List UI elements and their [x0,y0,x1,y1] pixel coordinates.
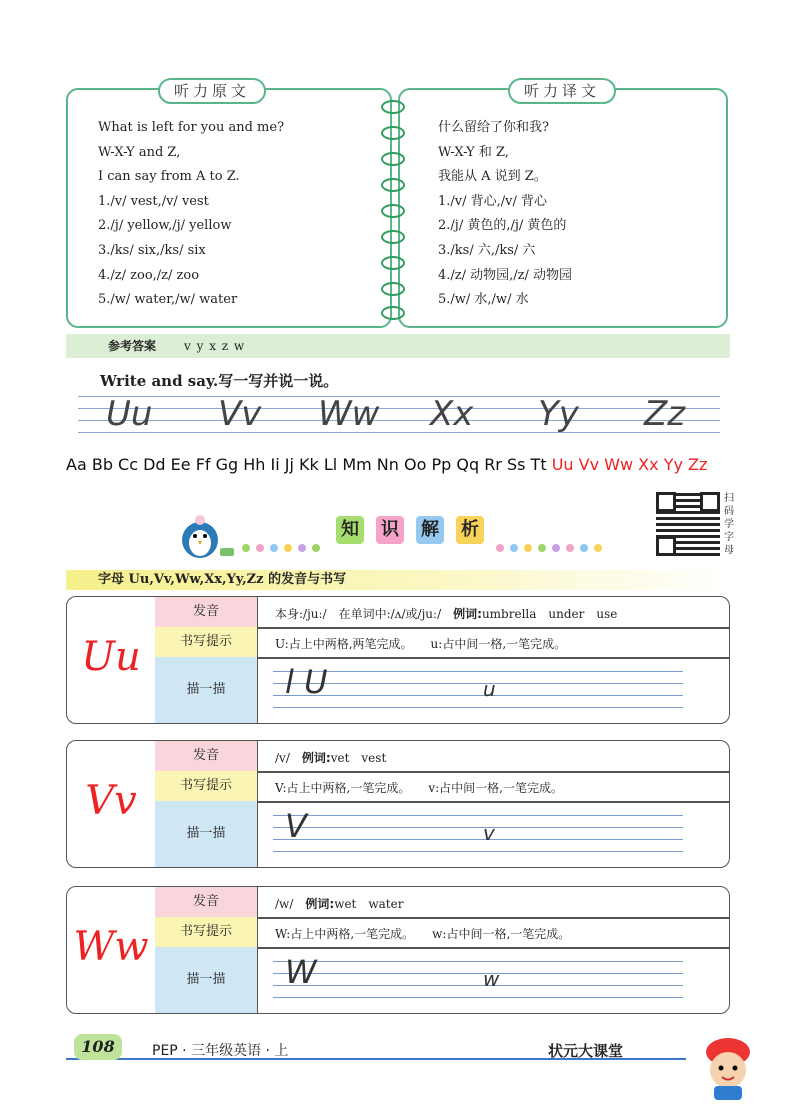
original-line: What is left for you and me? [98,120,285,135]
row-label-tip: 书写提示 [155,917,258,948]
copybook-letter: Vv [218,394,262,434]
translation-line: 2./j/ 黄色的,/j/ 黄色的 [438,218,567,234]
letter-table-w [66,886,730,1014]
alphabet-black: Aa Bb Cc Dd Ee Ff Gg Hh Ii Jj Kk Ll Mm Nn Oo Pp Qq Rr Ss Tt [66,455,547,474]
answer-values: v y x z w [184,339,246,353]
alphabet-red: Ww [604,455,634,474]
sound-text: /w/ [275,897,294,911]
tip-text: W:占上中两格,一笔完成。 w:占中间一格,一笔完成。 [275,927,571,941]
book-title: PEP · 三年级英语 · 上 [152,1043,289,1059]
trace-lower: w [483,967,500,991]
sound-text: 本身:/juː/ 在单词中:/ʌ/或/juː/ [275,607,442,621]
big-letter: Vv [67,741,156,867]
copybook-letter: Zz [644,394,686,434]
tip-text: V:占上中两格,一笔完成。 v:占中间一格,一笔完成。 [275,781,563,795]
page-number: 108 [74,1034,122,1060]
penguin-mascot-icon [176,510,236,560]
trace-lower: v [483,821,495,845]
notebook-spiral-icon [381,100,403,320]
knowledge-banner [176,510,616,560]
example-words: vet vest [330,751,387,765]
row-label-sound: 发音 [155,887,258,918]
original-line: I can say from A to Z. [98,169,240,185]
section-title: 字母 Uu,Vv,Ww,Xx,Yy,Zz 的发音与书写 [66,570,730,590]
alphabet-red: Xx [638,455,659,474]
row-label-tip: 书写提示 [155,627,258,658]
copybook-letter: Ww [318,394,380,434]
letter-table-v [66,740,730,868]
translation-lines [438,116,572,313]
row-label-trace: 描一描 [155,947,258,1013]
knowledge-char: 解 [416,516,444,544]
brand-name: 状元大课堂 [548,1042,624,1060]
answer-label: 参考答案 [108,339,157,353]
alphabet-line [66,452,746,478]
write-say-title: Write and say. [100,372,219,390]
example-words: wet water [334,897,404,911]
original-line: 2./j/ yellow,/j/ yellow [98,218,232,234]
alphabet-red: Vv [578,455,600,474]
sound-row [275,749,386,766]
translation-line: 4./z/ 动物园,/z/ 动物园 [438,267,573,283]
letter-table-u [66,596,730,724]
row-label-sound: 发音 [155,741,258,772]
knowledge-char: 知 [336,516,364,544]
copybook-letter: Yy [538,394,579,434]
knowledge-char: 析 [456,516,484,544]
sound-text: /v/ [275,751,290,765]
copybook-lines [78,396,720,442]
trace-lower: u [483,677,496,701]
listening-original-title: 听力原文 [158,78,266,104]
trace-upper: V [285,807,307,845]
listening-translation-title: 听力译文 [508,78,616,104]
row-label-sound: 发音 [155,597,258,628]
example-label: 例词: [301,751,331,765]
original-line: 4./z/ zoo,/z/ zoo [98,267,200,283]
original-line: 5./w/ water,/w/ water [98,292,238,308]
write-say-title-cn: 写一写并说一说。 [218,372,339,390]
trace-upper: W [285,953,317,991]
answer-bar [66,334,730,358]
alphabet-red: Zz [688,455,708,474]
write-say-heading [100,370,338,391]
original-line: 3./ks/ six,/ks/ six [98,242,206,258]
example-label: 例词: [453,607,482,621]
original-lines [98,116,284,313]
example-label: 例词: [305,897,335,911]
example-words: umbrella under use [481,607,618,621]
row-label-tip: 书写提示 [155,771,258,802]
translation-line: 1./v/ 背心,/v/ 背心 [438,193,548,209]
qr-code-icon[interactable] [656,492,720,556]
trace-upper: l U [285,663,328,701]
big-letter: Ww [67,887,156,1013]
translation-line: W-X-Y 和 Z, [438,144,509,160]
listening-original-panel [66,82,392,328]
tip-text: U:占上中两格,两笔完成。 u:占中间一格,一笔完成。 [275,637,567,651]
copybook-letter: Uu [106,394,153,434]
mascot-kid-icon [692,1030,762,1102]
alphabet-red: Uu [551,455,574,474]
knowledge-char: 识 [376,516,404,544]
scan-label: 扫码学字母 [724,493,734,556]
translation-line: 3./ks/ 六,/ks/ 六 [438,242,536,258]
original-line: W-X-Y and Z, [98,144,181,160]
original-line: 1./v/ vest,/v/ vest [98,193,209,209]
copybook-letter: Xx [430,394,474,434]
sound-row [275,605,617,622]
row-label-trace: 描一描 [155,801,258,867]
alphabet-red: Yy [663,455,683,474]
listening-translation-panel [398,82,728,328]
big-letter: Uu [67,597,156,723]
translation-line: 什么留给了你和我? [438,120,549,135]
sound-row [275,895,403,912]
translation-line: 5./w/ 水,/w/ 水 [438,292,529,308]
translation-line: 我能从 A 说到 Z。 [438,169,547,185]
row-label-trace: 描一描 [155,657,258,723]
